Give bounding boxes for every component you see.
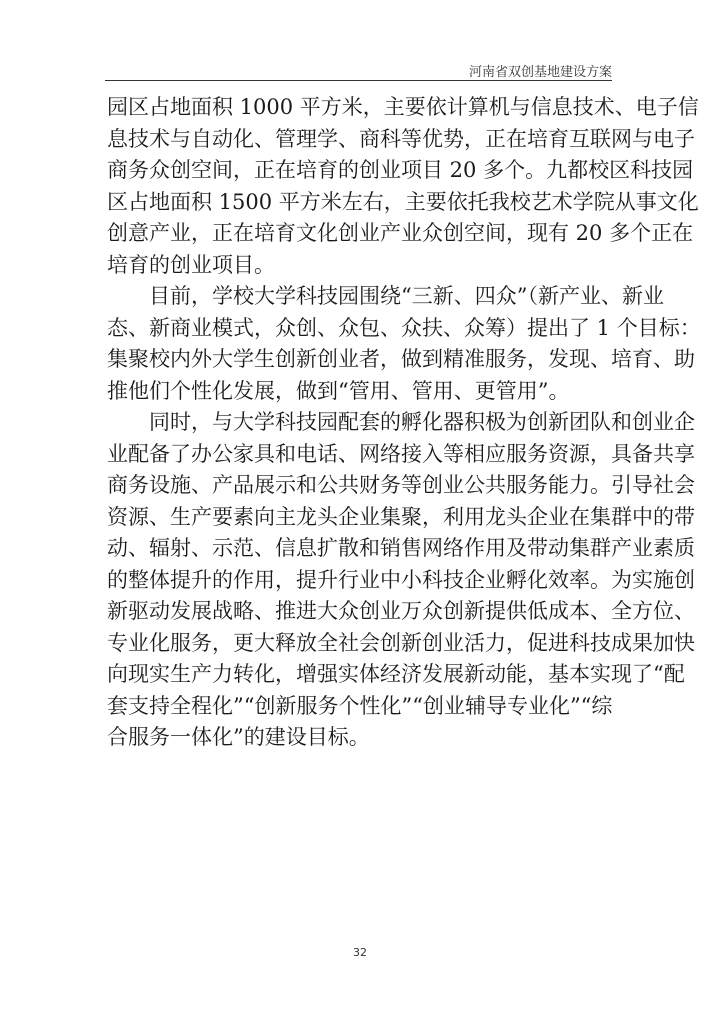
text-line: 目前，学校大学科技园围绕“三新、四众”（新产业、新业	[149, 284, 664, 308]
text-line: 合服务一体化”的建设目标。	[107, 725, 370, 749]
text-line: 培育的创业项目。	[107, 252, 275, 277]
text-line: 区占地面积 1500 平方米左右，主要依托我校艺术学院从事文化	[107, 189, 699, 214]
text-line: 集聚校内外大学生创新创业者，做到精准服务，发现、培育、助	[107, 347, 695, 371]
text-line: 新驱动发展战略、推进大众创业万众创新提供低成本、全方位、	[107, 599, 695, 623]
paragraph	[107, 281, 701, 407]
text-line: 园区占地面积 1000 平方米，主要依计算机与信息技术、电子信	[107, 95, 699, 119]
text-line: 的整体提升的作用，提升行业中小科技企业孵化效率。为实施创	[107, 567, 695, 592]
text-line: 创意产业，正在培育文化创业产业众创空间，现有 20 多个正在	[107, 221, 694, 245]
document-body	[107, 92, 701, 754]
paragraph	[107, 92, 699, 281]
text-line: 业配备了办公家具和电话、网络接入等相应服务资源，具备共享	[107, 441, 695, 466]
header-rule	[105, 80, 612, 81]
text-line: 商务设施、产品展示和公共财务等创业公共服务能力。引导社会	[107, 473, 695, 497]
paragraph	[107, 407, 695, 754]
text-line: 态、新商业模式，众创、众包、众扶、众筹）提出了 1 个目标：	[107, 315, 701, 340]
text-line: 推他们个性化发展，做到“管用、管用、更管用”。	[107, 378, 570, 403]
text-line: 息技术与自动化、管理学、商科等优势，正在培育互联网与电子	[107, 126, 695, 151]
running-header: 河南省双创基地建设方案	[468, 65, 612, 80]
text-line: 向现实生产力转化，增强实体经济发展新动能，基本实现了“配	[107, 662, 685, 686]
text-line: 动、辐射、示范、信息扩散和销售网络作用及带动集群产业素质	[107, 536, 695, 560]
text-line: 商务众创空间，正在培育的创业项目 20 多个。九都校区科技园	[107, 158, 694, 182]
text-line: 资源、生产要素向主龙头企业集聚，利用龙头企业在集群中的带	[107, 504, 695, 529]
text-line: 同时，与大学科技园配套的孵化器积极为创新团队和创业企	[149, 410, 695, 434]
page-number: 32	[353, 946, 367, 959]
text-line: 专业化服务，更大释放全社会创新创业活力，促进科技成果加快	[107, 630, 695, 655]
text-line: 套支持全程化”“创新服务个性化”“创业辅导专业化”“综	[107, 693, 613, 718]
